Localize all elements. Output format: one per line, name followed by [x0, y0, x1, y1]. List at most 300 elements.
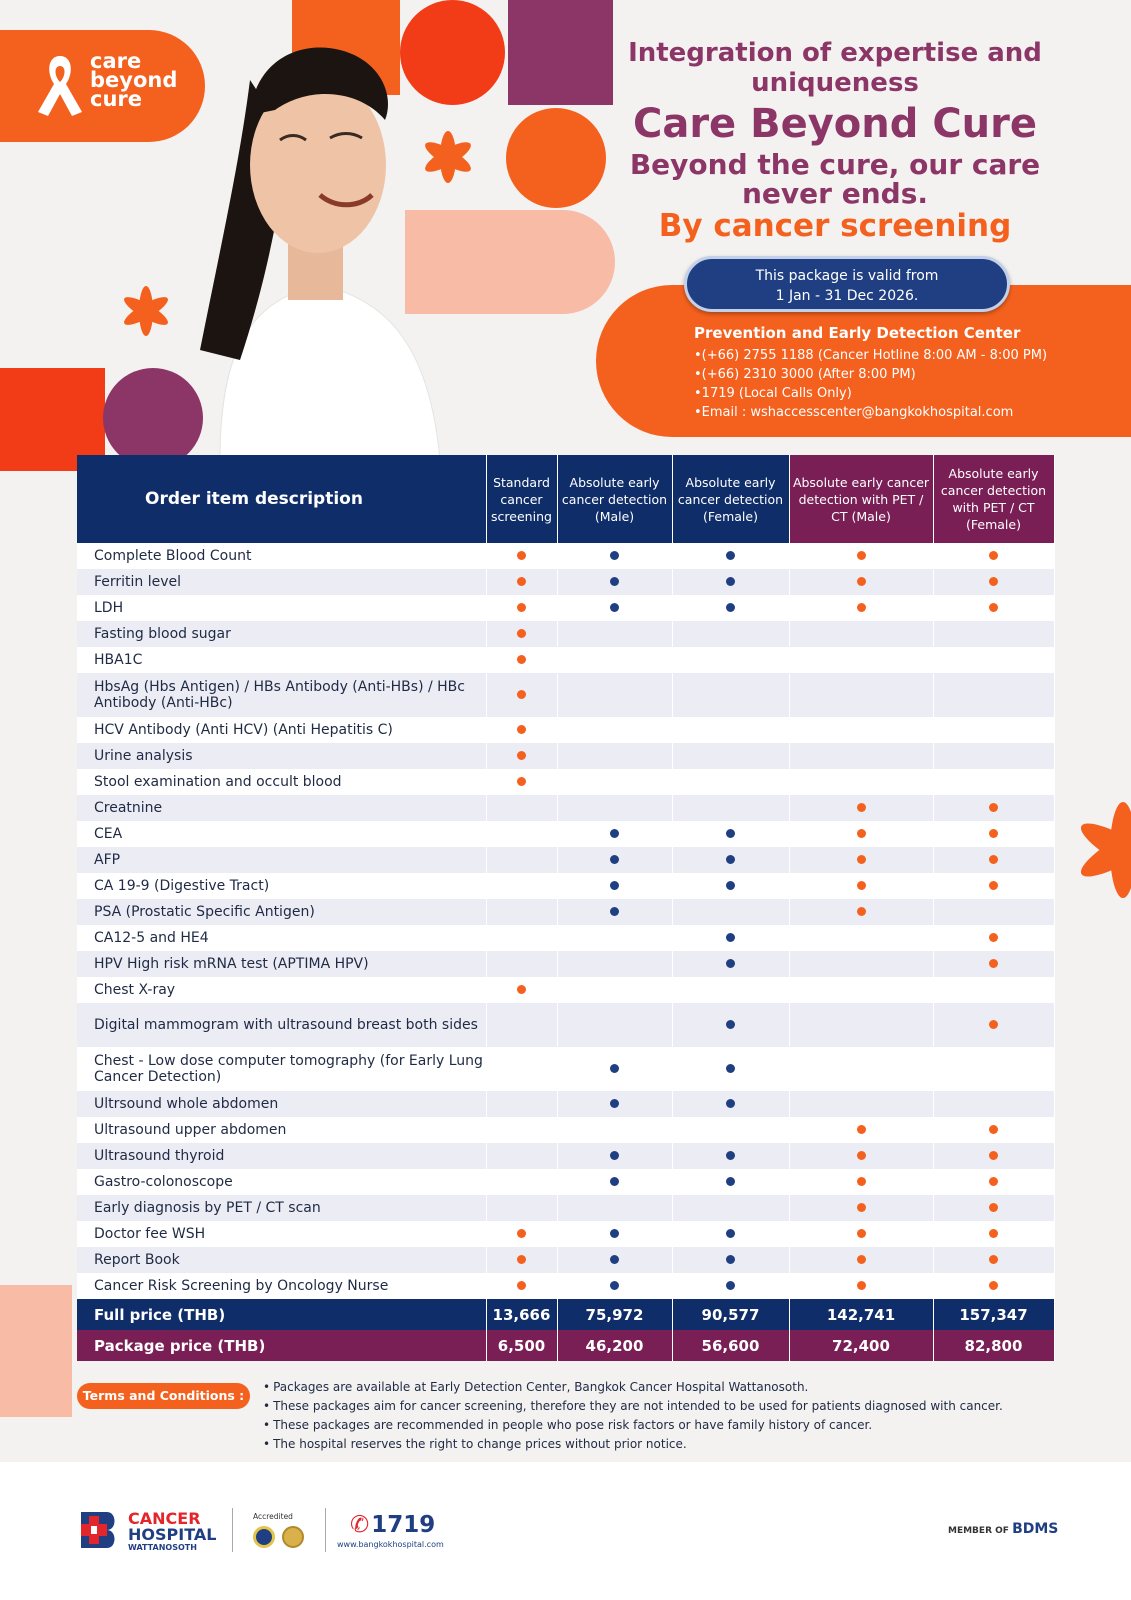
inclusion-cell [789, 1221, 933, 1247]
inclusion-cell [557, 925, 672, 951]
inclusion-cell [486, 717, 557, 743]
inclusion-cell [789, 1195, 933, 1221]
included-dot-icon [517, 777, 526, 786]
included-dot-icon [989, 1255, 998, 1264]
inclusion-cell [672, 717, 789, 743]
included-dot-icon [610, 551, 619, 560]
included-dot-icon [517, 985, 526, 994]
footer-url[interactable]: www.bangkokhospital.com [337, 1540, 444, 1549]
included-dot-icon [610, 855, 619, 864]
table-row [77, 899, 1054, 925]
included-dot-icon [989, 1177, 998, 1186]
inclusion-cell [672, 821, 789, 847]
header-petct-male: Absolute early cancer detection with PET / CT (Male) [789, 455, 933, 543]
logo-text: care beyond cure [90, 49, 178, 111]
inclusion-cell [933, 1091, 1054, 1117]
inclusion-cell [672, 1195, 789, 1221]
included-dot-icon [610, 577, 619, 586]
inclusion-cell [789, 1247, 933, 1273]
table-row [77, 925, 1054, 951]
full-price-row [77, 1299, 1054, 1330]
inclusion-cell [789, 847, 933, 873]
inclusion-cell [933, 569, 1054, 595]
contact-local: • 1719 (Local Calls Only) [694, 384, 1114, 403]
inclusion-cell [933, 1047, 1054, 1091]
footer-accredited: Accredited [253, 1512, 293, 1521]
order-item-desc: HbsAg (Hbs Antigen) / HBs Antibody (Anti-HBs) / HBc Antibody (Anti-HBc) [77, 673, 486, 717]
woman-portrait [180, 20, 460, 460]
inclusion-cell [486, 1047, 557, 1091]
inclusion-cell [789, 873, 933, 899]
included-dot-icon [517, 751, 526, 760]
included-dot-icon [857, 803, 866, 812]
included-dot-icon [857, 1177, 866, 1186]
inclusion-cell [557, 673, 672, 717]
included-dot-icon [857, 829, 866, 838]
included-dot-icon [610, 1229, 619, 1238]
included-dot-icon [726, 551, 735, 560]
included-dot-icon [989, 829, 998, 838]
order-item-desc: HPV High risk mRNA test (APTIMA HPV) [77, 951, 486, 977]
inclusion-cell [933, 743, 1054, 769]
included-dot-icon [989, 881, 998, 890]
inclusion-cell [933, 1273, 1054, 1299]
order-item-desc: HBA1C [77, 647, 486, 673]
bdms-logo: BDMS [1012, 1521, 1059, 1537]
validity-line1: This package is valid from [755, 268, 939, 284]
order-item-desc: Early diagnosis by PET / CT scan [77, 1195, 486, 1221]
inclusion-cell [486, 899, 557, 925]
inclusion-cell [557, 899, 672, 925]
footer-member: MEMBER OF BDMS [948, 1521, 1059, 1537]
inclusion-cell [486, 977, 557, 1003]
included-dot-icon [857, 881, 866, 890]
included-dot-icon [517, 725, 526, 734]
full-price-value: 90,577 [672, 1299, 789, 1330]
included-dot-icon [517, 655, 526, 664]
included-dot-icon [989, 1203, 998, 1212]
order-item-desc: Ultrasound upper abdomen [77, 1117, 486, 1143]
full-price-value: 157,347 [933, 1299, 1054, 1330]
inclusion-cell [486, 1117, 557, 1143]
inclusion-cell [789, 569, 933, 595]
order-item-desc: CA 19-9 (Digestive Tract) [77, 873, 486, 899]
inclusion-cell [672, 977, 789, 1003]
inclusion-cell [789, 647, 933, 673]
inclusion-cell [933, 647, 1054, 673]
package-price-value: 6,500 [486, 1330, 557, 1361]
included-dot-icon [610, 1255, 619, 1264]
table-row [77, 847, 1054, 873]
inclusion-cell [557, 873, 672, 899]
inclusion-cell [789, 1003, 933, 1047]
package-price-value: 56,600 [672, 1330, 789, 1361]
inclusion-cell [789, 595, 933, 621]
included-dot-icon [726, 855, 735, 864]
included-dot-icon [610, 1064, 619, 1073]
inclusion-cell [789, 951, 933, 977]
inclusion-cell [486, 847, 557, 873]
inclusion-cell [933, 1169, 1054, 1195]
order-item-desc: PSA (Prostatic Specific Antigen) [77, 899, 486, 925]
inclusion-cell [672, 873, 789, 899]
included-dot-icon [610, 1099, 619, 1108]
included-dot-icon [989, 933, 998, 942]
contact-title: Prevention and Early Detection Center [694, 324, 1021, 342]
included-dot-icon [726, 1281, 735, 1290]
included-dot-icon [610, 1281, 619, 1290]
inclusion-cell [789, 1273, 933, 1299]
contact-hotline: • (+66) 2755 1188 (Cancer Hotline 8:00 AM - 8:00 PM) [694, 346, 1114, 365]
included-dot-icon [610, 603, 619, 612]
inclusion-cell [557, 569, 672, 595]
footer-divider [325, 1508, 326, 1552]
included-dot-icon [989, 803, 998, 812]
inclusion-cell [486, 1195, 557, 1221]
inclusion-cell [672, 795, 789, 821]
included-dot-icon [517, 603, 526, 612]
inclusion-cell [557, 1195, 672, 1221]
included-dot-icon [989, 1151, 998, 1160]
inclusion-cell [486, 647, 557, 673]
included-dot-icon [989, 603, 998, 612]
header-tagline: Integration of expertise and uniqueness [628, 38, 1042, 98]
footer-brand-sub: WATTANOSOTH [128, 1543, 197, 1552]
inclusion-cell [672, 1273, 789, 1299]
inclusion-cell [486, 1091, 557, 1117]
inclusion-cell [486, 769, 557, 795]
order-item-desc: Fasting blood sugar [77, 621, 486, 647]
inclusion-cell [672, 595, 789, 621]
inclusion-cell [486, 925, 557, 951]
inclusion-cell [557, 595, 672, 621]
asterisk-icon [113, 278, 179, 344]
table-row [77, 743, 1054, 769]
table-row [77, 1047, 1054, 1091]
inclusion-cell [486, 821, 557, 847]
inclusion-cell [486, 1273, 557, 1299]
terms-item: • Packages are available at Early Detection Center, Bangkok Cancer Hospital Wattanosoth. [263, 1378, 1063, 1397]
table-row [77, 621, 1054, 647]
inclusion-cell [672, 743, 789, 769]
inclusion-cell [557, 1091, 672, 1117]
accreditation-seal-icon [253, 1526, 275, 1548]
inclusion-cell [672, 1117, 789, 1143]
table-row [77, 717, 1054, 743]
included-dot-icon [517, 1255, 526, 1264]
inclusion-cell [557, 543, 672, 569]
included-dot-icon [726, 933, 735, 942]
inclusion-cell [933, 1003, 1054, 1047]
header-absolute-female: Absolute early cancer detection (Female) [672, 455, 789, 543]
inclusion-cell [789, 1169, 933, 1195]
table-row [77, 1117, 1054, 1143]
included-dot-icon [989, 1281, 998, 1290]
ribbon-icon [30, 50, 90, 125]
decor-square-purple [508, 0, 613, 105]
full-price-value: 142,741 [789, 1299, 933, 1330]
phone-icon: ✆ [350, 1512, 370, 1538]
included-dot-icon [517, 1229, 526, 1238]
footer-brand-line2: HOSPITAL [128, 1525, 217, 1544]
header-order-item: Order item description [77, 455, 486, 543]
table-row [77, 1143, 1054, 1169]
inclusion-cell [933, 595, 1054, 621]
contact-after-hours: • (+66) 2310 3000 (After 8:00 PM) [694, 365, 1114, 384]
inclusion-cell [557, 621, 672, 647]
inclusion-cell [557, 743, 672, 769]
inclusion-cell [672, 951, 789, 977]
inclusion-cell [486, 543, 557, 569]
table-row [77, 647, 1054, 673]
inclusion-cell [789, 1091, 933, 1117]
included-dot-icon [726, 1099, 735, 1108]
inclusion-cell [486, 1143, 557, 1169]
order-item-desc: HCV Antibody (Anti HCV) (Anti Hepatitis C) [77, 717, 486, 743]
inclusion-cell [672, 543, 789, 569]
included-dot-icon [989, 959, 998, 968]
included-dot-icon [857, 603, 866, 612]
terms-item: • These packages are recommended in people who pose risk factors or have family history of cancer. [263, 1416, 1063, 1435]
inclusion-cell [933, 795, 1054, 821]
included-dot-icon [726, 1255, 735, 1264]
inclusion-cell [933, 951, 1054, 977]
inclusion-cell [486, 795, 557, 821]
inclusion-cell [933, 925, 1054, 951]
inclusion-cell [933, 769, 1054, 795]
inclusion-cell [672, 847, 789, 873]
full-price-label: Full price (THB) [77, 1299, 486, 1330]
included-dot-icon [726, 959, 735, 968]
order-item-desc: LDH [77, 595, 486, 621]
package-price-value: 72,400 [789, 1330, 933, 1361]
included-dot-icon [989, 1020, 998, 1029]
inclusion-cell [557, 1221, 672, 1247]
inclusion-cell [933, 899, 1054, 925]
inclusion-cell [789, 1117, 933, 1143]
inclusion-cell [933, 977, 1054, 1003]
inclusion-cell [933, 821, 1054, 847]
included-dot-icon [610, 881, 619, 890]
inclusion-cell [789, 1143, 933, 1169]
contact-info [694, 322, 1114, 422]
footer-divider [232, 1508, 233, 1552]
inclusion-cell [789, 717, 933, 743]
inclusion-cell [557, 847, 672, 873]
inclusion-cell [933, 1143, 1054, 1169]
included-dot-icon [517, 551, 526, 560]
included-dot-icon [857, 855, 866, 864]
footer-brand [128, 1511, 216, 1543]
included-dot-icon [726, 1229, 735, 1238]
inclusion-cell [486, 1247, 557, 1273]
table-row [77, 1169, 1054, 1195]
inclusion-cell [672, 769, 789, 795]
order-item-desc: Chest X-ray [77, 977, 486, 1003]
contact-email: • Email : wshaccesscenter@bangkokhospital.com [694, 403, 1114, 422]
inclusion-cell [486, 743, 557, 769]
table-row [77, 673, 1054, 717]
inclusion-cell [486, 873, 557, 899]
terms-label: Terms and Conditions : [77, 1383, 250, 1409]
inclusion-cell [486, 1003, 557, 1047]
included-dot-icon [857, 1151, 866, 1160]
inclusion-cell [557, 1003, 672, 1047]
inclusion-cell [672, 925, 789, 951]
included-dot-icon [857, 1125, 866, 1134]
order-item-desc: Doctor fee WSH [77, 1221, 486, 1247]
header-absolute-male: Absolute early cancer detection (Male) [557, 455, 672, 543]
accreditation-seal-icon [282, 1526, 304, 1548]
order-item-desc: Report Book [77, 1247, 486, 1273]
package-price-row [77, 1330, 1054, 1361]
included-dot-icon [989, 577, 998, 586]
footer-phone[interactable]: ✆1719 [350, 1512, 436, 1538]
included-dot-icon [857, 1203, 866, 1212]
included-dot-icon [726, 577, 735, 586]
inclusion-cell [557, 769, 672, 795]
included-dot-icon [610, 907, 619, 916]
order-item-desc: CA12-5 and HE4 [77, 925, 486, 951]
inclusion-cell [933, 1247, 1054, 1273]
table-row [77, 1247, 1054, 1273]
terms-item: • These packages aim for cancer screening, therefore they are not intended to be used for patients diagnosed with cancer. [263, 1397, 1063, 1416]
inclusion-cell [789, 1047, 933, 1091]
inclusion-cell [789, 673, 933, 717]
inclusion-cell [672, 1047, 789, 1091]
inclusion-cell [933, 621, 1054, 647]
table-row [77, 1003, 1054, 1047]
included-dot-icon [517, 690, 526, 699]
inclusion-cell [486, 621, 557, 647]
inclusion-cell [557, 647, 672, 673]
header-standard: Standard cancer screening [486, 455, 557, 543]
table-row [77, 769, 1054, 795]
inclusion-cell [933, 543, 1054, 569]
table-row [77, 595, 1054, 621]
included-dot-icon [726, 1020, 735, 1029]
table-row [77, 569, 1054, 595]
order-item-desc: Chest - Low dose computer tomography (for Early Lung Cancer Detection) [77, 1047, 486, 1091]
inclusion-cell [933, 847, 1054, 873]
footer-brand-line1: CANCER [128, 1509, 201, 1528]
order-item-desc: CEA [77, 821, 486, 847]
order-item-desc: Creatnine [77, 795, 486, 821]
inclusion-cell [672, 673, 789, 717]
included-dot-icon [726, 1151, 735, 1160]
included-dot-icon [989, 551, 998, 560]
included-dot-icon [726, 881, 735, 890]
inclusion-cell [672, 1247, 789, 1273]
included-dot-icon [517, 577, 526, 586]
table-row [77, 873, 1054, 899]
inclusion-cell [557, 977, 672, 1003]
full-price-value: 13,666 [486, 1299, 557, 1330]
order-item-desc: Ultrasound thyroid [77, 1143, 486, 1169]
package-price-value: 46,200 [557, 1330, 672, 1361]
order-item-desc: AFP [77, 847, 486, 873]
order-item-desc: Gastro-colonoscope [77, 1169, 486, 1195]
decor-circle-orange [506, 108, 606, 208]
included-dot-icon [610, 829, 619, 838]
inclusion-cell [789, 621, 933, 647]
order-item-desc: Stool examination and occult blood [77, 769, 486, 795]
inclusion-cell [672, 1221, 789, 1247]
included-dot-icon [726, 829, 735, 838]
table-row [77, 1195, 1054, 1221]
table-row [77, 795, 1054, 821]
inclusion-cell [789, 925, 933, 951]
included-dot-icon [726, 603, 735, 612]
table-row [77, 1273, 1054, 1299]
header-screening: By cancer screening [658, 208, 1012, 244]
included-dot-icon [857, 1229, 866, 1238]
included-dot-icon [857, 551, 866, 560]
inclusion-cell [557, 1143, 672, 1169]
inclusion-cell [789, 795, 933, 821]
inclusion-cell [789, 543, 933, 569]
included-dot-icon [517, 1281, 526, 1290]
table-row [77, 543, 1054, 569]
table-row [77, 977, 1054, 1003]
inclusion-cell [486, 595, 557, 621]
package-price-value: 82,800 [933, 1330, 1054, 1361]
included-dot-icon [857, 907, 866, 916]
hospital-cross-icon [77, 1508, 121, 1552]
order-item-desc: Urine analysis [77, 743, 486, 769]
table-row [77, 951, 1054, 977]
package-price-label: Package price (THB) [77, 1330, 486, 1361]
included-dot-icon [726, 1177, 735, 1186]
included-dot-icon [857, 1281, 866, 1290]
order-item-desc: Complete Blood Count [77, 543, 486, 569]
order-item-desc: Digital mammogram with ultrasound breast both sides [77, 1003, 486, 1047]
inclusion-cell [557, 717, 672, 743]
inclusion-cell [789, 821, 933, 847]
table-row [77, 821, 1054, 847]
inclusion-cell [789, 743, 933, 769]
inclusion-cell [933, 673, 1054, 717]
inclusion-cell [486, 951, 557, 977]
inclusion-cell [672, 647, 789, 673]
included-dot-icon [989, 1229, 998, 1238]
inclusion-cell [557, 1169, 672, 1195]
table-header-row [77, 455, 1054, 543]
included-dot-icon [857, 1255, 866, 1264]
inclusion-cell [672, 1003, 789, 1047]
asterisk-icon [1053, 770, 1131, 930]
inclusion-cell [672, 1091, 789, 1117]
included-dot-icon [726, 1064, 735, 1073]
inclusion-cell [486, 673, 557, 717]
inclusion-cell [789, 769, 933, 795]
terms-item: • The hospital reserves the right to change prices without prior notice. [263, 1435, 1063, 1454]
inclusion-cell [672, 621, 789, 647]
included-dot-icon [989, 855, 998, 864]
inclusion-cell [933, 1117, 1054, 1143]
decor-peach-left [0, 1285, 72, 1417]
included-dot-icon [610, 1177, 619, 1186]
validity-badge [684, 256, 1010, 312]
order-item-desc: Cancer Risk Screening by Oncology Nurse [77, 1273, 486, 1299]
included-dot-icon [989, 1125, 998, 1134]
order-item-desc: Ferritin level [77, 569, 486, 595]
inclusion-cell [672, 1169, 789, 1195]
inclusion-cell [672, 899, 789, 925]
included-dot-icon [517, 629, 526, 638]
table-row [77, 1091, 1054, 1117]
order-item-desc: Ultrsound whole abdomen [77, 1091, 486, 1117]
